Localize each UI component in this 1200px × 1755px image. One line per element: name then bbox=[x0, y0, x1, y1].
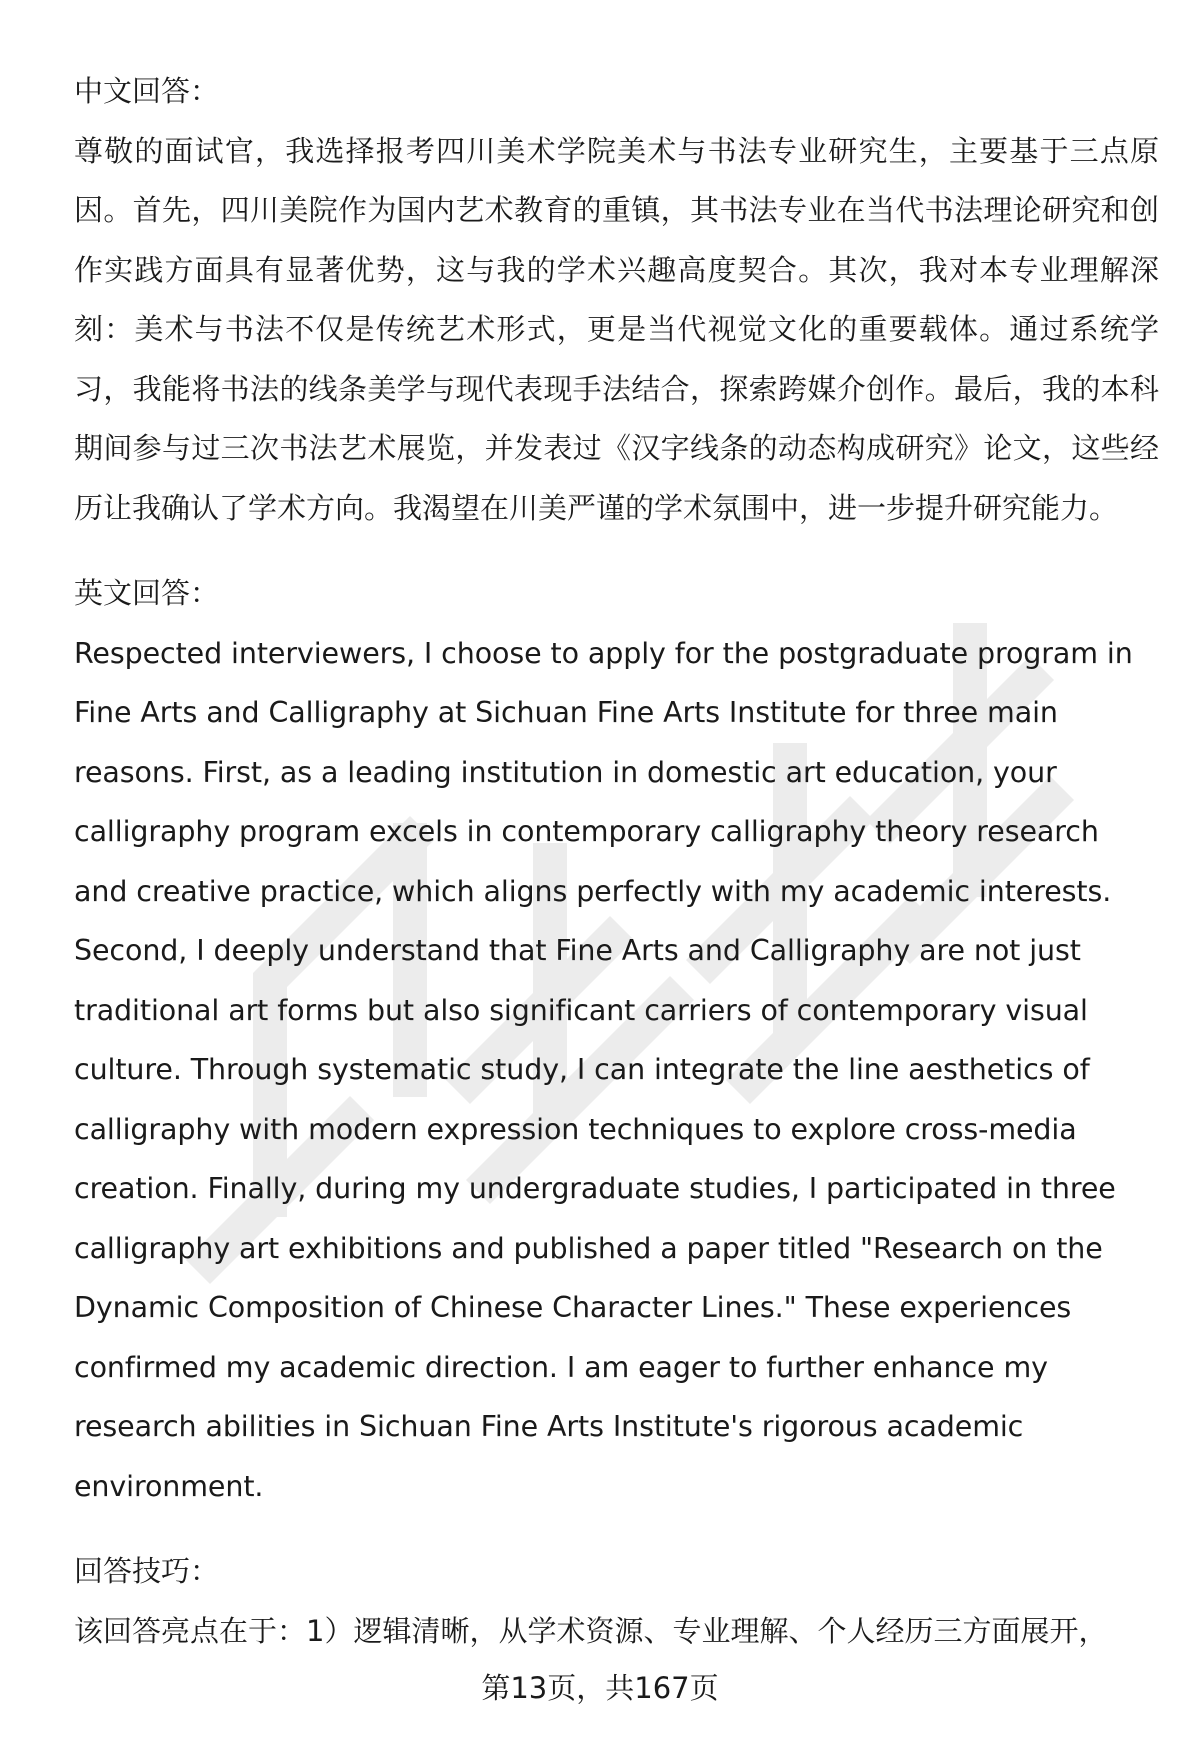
chinese-answer-text: 尊敬的面试官，我选择报考四川美术学院美术与书法专业研究生，主要基于三点原因。首先，四川美院作为国内艺术教育的重镇，其书法专业在当代书法理论研究和创作实践方面具有显著优势，这与我的学术兴趣高度契合。其次，我对本专业理解深刻：美术与书法不仅是传统艺术形式，更是当代视觉文化的重要载体。通过系统学习，我能将书法的线条美学与现代表现手法结合，探索跨媒介创作。最后，我的本科期间参与过三次书法艺术展览，并发表过《汉字线条的动态构成研究》论文，这些经历让我确认了学术方向。我渴望在川美严谨的学术氛围中，进一步提升研究能力。 bbox=[74, 133, 1159, 525]
english-answer-label: 英文回答： bbox=[74, 576, 220, 610]
chinese-answer-label: 中文回答： bbox=[74, 74, 220, 108]
page-number: 第13页，共167页 bbox=[481, 1671, 719, 1705]
tips-text: 该回答亮点在于：1）逻辑清晰，从学术资源、专业理解、个人经历三方面展开， bbox=[74, 1613, 1108, 1648]
section-spacer bbox=[74, 1516, 1159, 1542]
tips-label: 回答技巧： bbox=[74, 1554, 220, 1588]
section-spacer bbox=[74, 538, 1159, 564]
document-body bbox=[74, 62, 1159, 1661]
english-answer-text: Respected interviewers, I choose to apply for the postgraduate program in Fine Arts and Calligraphy at Sichuan Fine Arts Institute for three main reasons. First, as a leading institution in domestic art education, your calligraphy program excels in contemporary calligraphy theory research and creative practice, which aligns perfectly with my academic interests. Second, I deeply understand that Fine Arts and Calligraphy are not just traditional art forms but also significant carriers of contemporary visual culture. Through systematic study, I can integrate the line aesthetics of calligraphy with modern expression techniques to explore cross-media creation. Finally, during my undergraduate studies, I participated in three calligraphy art exhibitions and published a paper titled "Research on the Dynamic Composition of Chinese Character Lines." These experiences confirmed my academic direction. I am eager to further enhance my research abilities in Sichuan Fine Arts Institute's rigorous academic environment. bbox=[74, 636, 1133, 1503]
